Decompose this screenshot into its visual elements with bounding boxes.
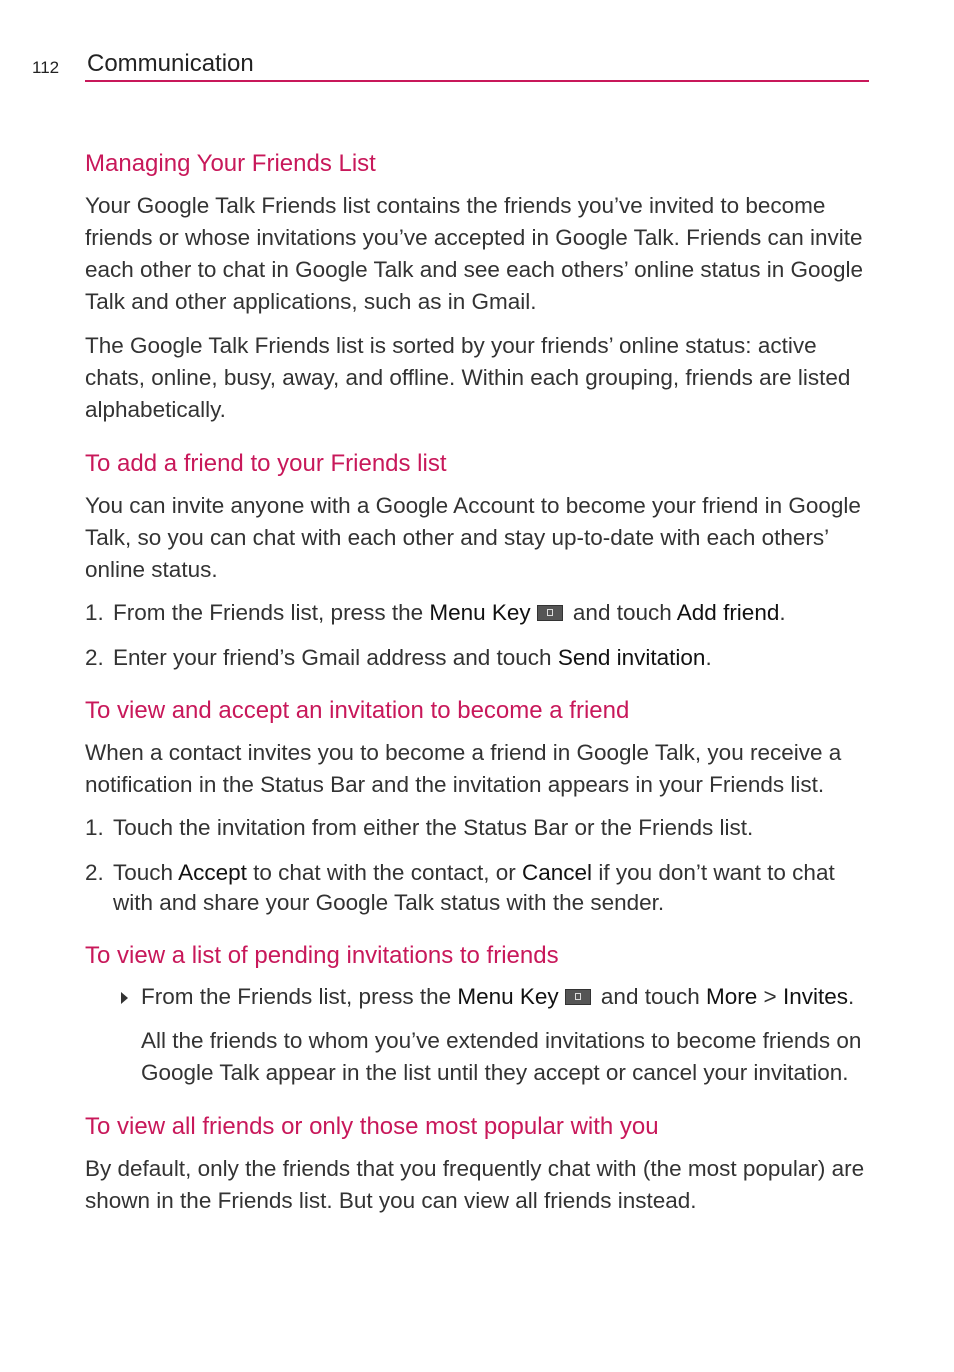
- bullet-text: >: [757, 984, 783, 1009]
- step-text: Touch the invitation from either the Status Bar or the Friends list.: [113, 815, 754, 840]
- header-rule: [85, 80, 869, 82]
- section-accept-invitation: [85, 695, 871, 918]
- section-title: To add a friend to your Friends list: [85, 450, 447, 477]
- section-title: To view a list of pending invitations to friends: [85, 942, 559, 969]
- ui-term: Menu Key: [457, 984, 559, 1009]
- paragraph: All the friends to whom you’ve extended invitations to become friends on Google Talk appear in the list until they accept or cancel your invitation.: [141, 1028, 862, 1085]
- bullet-text: and touch: [594, 984, 707, 1009]
- section-title: To view and accept an invitation to become a friend: [85, 697, 630, 724]
- step-text: to chat with the contact, or: [246, 860, 523, 885]
- list-item: [85, 813, 871, 843]
- steps-list: [85, 598, 871, 673]
- section-add-friend: [85, 448, 871, 673]
- ui-term: Accept: [178, 860, 247, 885]
- list-item: [85, 643, 871, 673]
- paragraph: You can invite anyone with a Google Account to become your friend in Google Talk, so you can chat with each other and stay up-to-date with each others’ online status.: [85, 493, 861, 582]
- step-number: 1.: [85, 600, 104, 625]
- step-text: .: [705, 645, 712, 670]
- step-text: and touch: [566, 600, 677, 625]
- section-pending-invitations: [85, 940, 871, 1089]
- paragraph: When a contact invites you to become a friend in Google Talk, you receive a notification in the Status Bar and the invitation appears in your Friends list.: [85, 740, 842, 797]
- ui-term: Send invitation: [557, 645, 706, 670]
- step-text: From the Friends list, press the: [113, 600, 430, 625]
- paragraph: Your Google Talk Friends list contains the friends you’ve invited to become friends or whose invitations you’ve accepted in Google Talk. Friends can invite each other to chat in Google Talk and see each others’ online status in Google Talk and other applications, such as in Gmail.: [85, 193, 864, 314]
- ui-term: Invites: [782, 984, 848, 1009]
- page-content: [85, 148, 871, 1239]
- running-head: Communication: [87, 50, 254, 77]
- ui-term: Menu Key: [429, 600, 531, 625]
- section-managing-friends: [85, 148, 871, 426]
- ui-term: Cancel: [522, 860, 593, 885]
- paragraph: The Google Talk Friends list is sorted by your friends’ online status: active chats, online, busy, away, and offline. Within each grouping, friends are listed alphabetically.: [85, 333, 851, 422]
- list-item: [85, 598, 871, 628]
- menu-key-icon: [537, 605, 563, 621]
- ui-term: Add friend: [676, 600, 780, 625]
- ui-term: More: [706, 984, 758, 1009]
- page-number: 112: [32, 58, 60, 77]
- triangle-bullet-icon: [121, 992, 128, 1004]
- section-title: Managing Your Friends List: [85, 150, 376, 177]
- bullet-text: From the Friends list, press the: [141, 984, 458, 1009]
- step-text: if you don’t want to chat with and share your Google Talk status with the sender.: [113, 860, 835, 915]
- steps-list: [85, 813, 871, 918]
- section-view-all-friends: [85, 1111, 871, 1217]
- step-number: 2.: [85, 860, 104, 885]
- step-text: Enter your friend’s Gmail address and touch: [113, 645, 558, 670]
- step-text: Touch: [113, 860, 179, 885]
- bullet-text: .: [847, 984, 855, 1009]
- section-title: To view all friends or only those most popular with you: [85, 1113, 659, 1140]
- step-text: .: [779, 600, 786, 625]
- step-number: 2.: [85, 645, 104, 670]
- step-number: 1.: [85, 815, 104, 840]
- menu-key-icon: [565, 989, 591, 1005]
- bullet-item: [85, 982, 871, 1012]
- list-item: [85, 858, 871, 918]
- paragraph: By default, only the friends that you frequently chat with (the most popular) are shown in the Friends list. But you can view all friends instead.: [85, 1156, 865, 1213]
